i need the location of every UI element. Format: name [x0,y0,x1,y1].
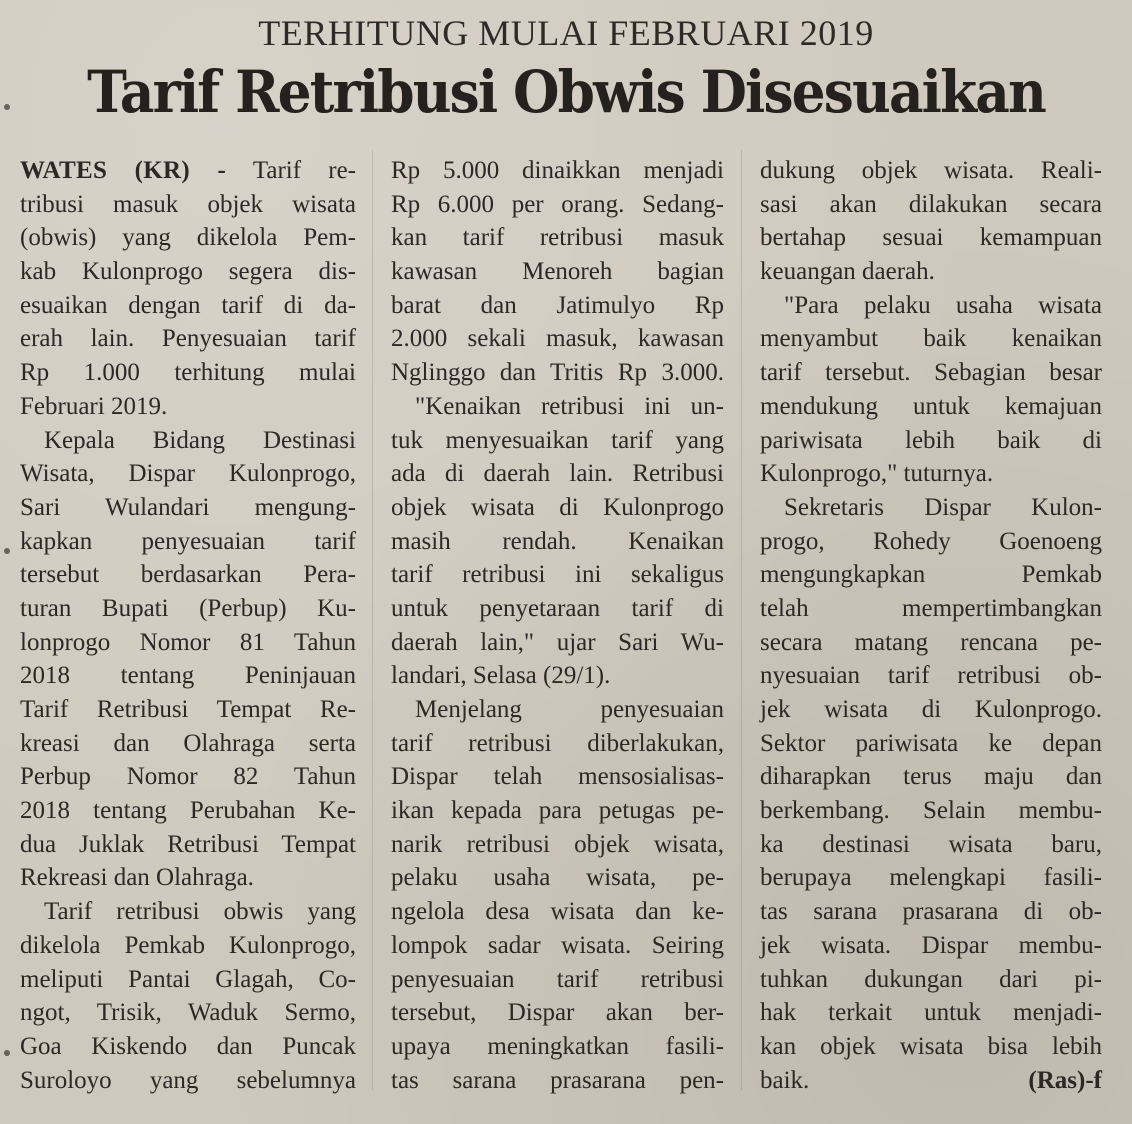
article-text-line: berupaya melengkapi fasili- [760,864,1102,892]
article-text-line: tuk menyesuaikan tarif yang [391,426,724,454]
article-text-line: barat dan Jatimulyo Rp [391,291,724,319]
article-text-line: 2018 tentang Peninjauan [20,662,356,690]
article-text-line: 2.000 sekali masuk, kawasan [391,325,724,353]
column-divider [741,150,742,1090]
article-text-line: Goa Kiskendo dan Puncak [20,1032,356,1060]
article-text-line: lompok sadar wisata. Seiring [391,931,724,959]
margin-mark [4,1050,10,1056]
article-text-line: Sektor pariwisata ke depan [760,729,1102,757]
article-text-fragment: Tarif re- [226,157,356,184]
article-text-line: ngelola desa wisata dan ke- [391,898,724,926]
article-text-line: kreasi dan Olahraga serta [20,729,356,757]
article-text-line: Suroloyo yang sebelumnya [20,1066,356,1094]
article-text-line: landari, Selasa (29/1). [391,662,611,690]
article-text-line: tarif retribusi ini sekaligus [391,561,724,589]
article-text-line: dukung objek wisata. Reali- [760,157,1102,184]
article-text-line: Rekreasi dan Olahraga. [20,864,254,892]
article-text-line: hak terkait untuk menjadi- [760,999,1102,1027]
article-text-line: tersebut, Dispar akan ber- [391,999,724,1027]
article-headline: Tarif Retribusi Obwis Disesuaikan [87,58,1045,126]
article-column-2 [391,154,724,1097]
article-text-line: kan objek wisata bisa lebih [760,1032,1102,1060]
article-text-line: objek wisata di Kulonprogo [391,493,724,521]
article-text-line: Tarif retribusi obwis yang [44,898,356,926]
article-dateline: WATES (KR) - [20,157,227,184]
article-text-line: Rp 6.000 per orang. Sedang- [391,190,724,218]
article-text-line: secara matang rencana pe- [760,628,1102,656]
article-text-line [20,154,356,188]
article-byline: (Ras)-f [1028,1066,1102,1094]
article-text-line: Rp 5.000 dinaikkan menjadi [391,157,724,184]
article-text-line: jek wisata. Dispar membu- [760,931,1102,959]
article-text-line: ada di daerah lain. Retribusi [391,460,724,488]
article-text-line: berkembang. Selain membu- [760,797,1102,825]
article-text-line: dua Juklak Retribusi Tempat [20,830,356,858]
article-text-line: progo, Rohedy Goenoeng [760,527,1102,555]
article-text-line: penyesuaian tarif retribusi [391,965,724,993]
article-column-1 [20,154,356,1097]
article-text-line: Rp 1.000 terhitung mulai [20,359,356,387]
article-text-line: Menjelang penyesuaian [415,696,724,723]
article-text-line: tersebut berdasarkan Pera- [20,561,356,589]
article-kicker: TERHITUNG MULAI FEBRUARI 2019 [258,13,874,53]
article-text-line [760,1064,1102,1098]
article-text-line: upaya meningkatkan fasili- [391,1032,724,1060]
article-text-line: Dispar telah mensosialisas- [391,763,724,791]
article-text-line: Februari 2019. [20,392,168,420]
article-text-line: lonprogo Nomor 81 Tahun [20,628,356,656]
article-text-line: pariwisata lebih baik di [760,426,1102,454]
article-text-line: tarif retribusi diberlakukan, [391,729,724,757]
article-text-line: esuaikan dengan tarif di da- [20,291,356,319]
article-text-line: pelaku usaha wisata, pe- [391,864,724,892]
article-text-line: mendukung untuk kemajuan [760,392,1102,420]
article-column-3 [760,154,1102,1097]
article-text-line: ngot, Trisik, Waduk Sermo, [20,999,356,1027]
article-text-line: tas sarana prasarana pen- [391,1066,724,1094]
article-text-line: 2018 tentang Perubahan Ke- [20,797,356,825]
article-text-line: daerah lain," ujar Sari Wu- [391,628,724,656]
article-text-line: diharapkan terus maju dan [760,763,1102,791]
article-text-line: turan Bupati (Perbup) Ku- [20,594,356,622]
article-text-line: Sekretaris Dispar Kulon- [784,493,1102,521]
article-text-line: masih rendah. Kenaikan [391,527,724,555]
article-text-line: dikelola Pemkab Kulonprogo, [20,931,356,959]
article-text-line: erah lain. Penyesuaian tarif [20,325,356,353]
article-text-line: kawasan Menoreh bagian [391,258,724,286]
article-text-line: tas sarana prasarana di ob- [760,898,1102,926]
article-text-line: "Para pelaku usaha wisata [784,291,1102,319]
article-text-fragment: baik. [760,1066,810,1094]
article-text-line: bertahap sesuai kemampuan [760,224,1102,252]
article-text-line: kab Kulonprogo segera dis- [20,258,356,286]
article-text-line: nyesuaian tarif retribusi ob- [760,662,1102,690]
column-divider [372,150,373,1090]
article-text-line: kan tarif retribusi masuk [391,224,724,252]
article-text-line: keuangan daerah. [760,258,935,286]
article-text-line: Kepala Bidang Destinasi [44,426,356,454]
article-text-line: tarif tersebut. Sebagian besar [760,359,1102,387]
article-text-line: menyambut baik kenaikan [760,325,1102,353]
article-text-line: Nglinggo dan Tritis Rp 3.000. [391,359,724,387]
article-text-line: jek wisata di Kulonprogo. [760,696,1102,723]
article-text-line: (obwis) yang dikelola Pem- [20,224,356,252]
article-text-line: "Kenaikan retribusi ini un- [415,392,724,420]
article-text-line: Wisata, Dispar Kulonprogo, [20,460,356,488]
article-text-line: telah mempertimbangkan [760,594,1102,622]
article-text-line: tribusi masuk objek wisata [20,190,356,218]
article-text-line: Sari Wulandari mengung- [20,493,356,521]
margin-mark [4,104,10,110]
article-text-line: untuk penyetaraan tarif di [391,594,724,622]
article-text-line: sasi akan dilakukan secara [760,190,1102,218]
margin-mark [4,548,10,554]
article-text-line: ka destinasi wisata baru, [760,830,1102,858]
article-text-line: Tarif Retribusi Tempat Re- [20,696,356,723]
article-text-line: tuhkan dukungan dari pi- [760,965,1102,993]
article-text-line: narik retribusi objek wisata, [391,830,724,858]
article-text-line: Perbup Nomor 82 Tahun [20,763,356,791]
article-text-line: mengungkapkan Pemkab [760,561,1102,589]
article-text-line: ikan kepada para petugas pe- [391,797,724,825]
article-text-line: kapkan penyesuaian tarif [20,527,356,555]
article-text-line: Kulonprogo," tuturnya. [760,460,994,488]
article-text-line: meliputi Pantai Glagah, Co- [20,965,356,993]
